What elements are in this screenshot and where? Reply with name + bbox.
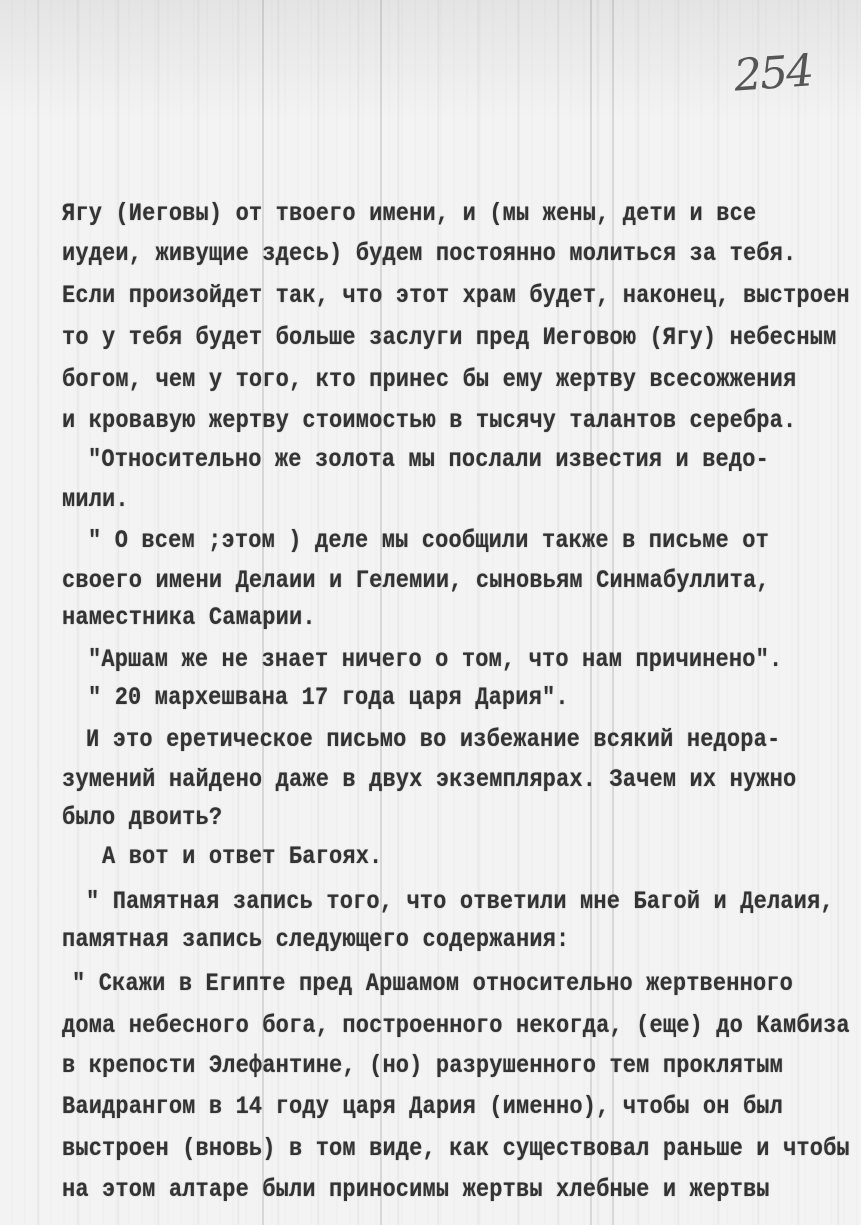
text-line: " Памятная запись того, что ответили мне Багой и Делаия, [86,888,834,916]
text-line: памятная запись следующего содержания: [62,926,570,954]
text-line: богом, чем у того, кто принес бы ему жертву всесожжения [62,366,797,394]
scan-streak [612,0,614,1225]
text-line: иудеи, живущие здесь) будем постоянно молиться за тебя. [62,240,797,268]
text-line: то у тебя будет больше заслуги пред Иеговою (Ягу) небесным [62,324,837,352]
text-line: " Скажи в Египте пред Аршамом относительно жертвенного [72,970,794,998]
text-line: " О всем ;этом ) деле мы сообщили также в письме от [88,527,769,555]
text-line: А вот и ответ Багоях. [102,843,383,871]
text-line: Если произойдет так, что этот храм будет, наконец, выстроен [62,282,850,310]
text-line: дома небесного бога, построенного некогда, (еще) до Камбиза [62,1012,850,1040]
text-line: на этом алтаре были приносимы жертвы хлебные и жертвы [62,1176,770,1204]
text-line: Ваидрангом в 14 году царя Дария (именно), чтобы он был [62,1093,784,1121]
text-line: своего имени Делаии и Гелемии, сыновьям Синмабуллита, [62,567,770,595]
text-line: в крепости Элефантине, (но) разрушенного тем проклятым [62,1052,784,1080]
text-line: Ягу (Иеговы) от твоего имени, и (мы жены, дети и все [62,200,757,228]
scan-streak [380,0,382,1225]
text-line: выстроен (вновь) в том виде, как существовал раньше и чтобы [62,1135,850,1163]
text-line: "Относительно же золота мы послали известия и ведо- [88,446,769,474]
text-line: "Аршам же не знает ничего о том, что нам причинено". [88,646,783,674]
text-line: " 20 мархешвана 17 года царя Дария". [88,684,569,712]
text-line: наместника Самарии. [62,604,316,632]
handwritten-page-number: 254 [732,45,814,102]
scan-streak [590,0,592,1225]
text-line: и кровавую жертву стоимостью в тысячу талантов серебра. [62,407,797,435]
text-line: мили. [62,486,129,514]
text-line: зумений найдено даже в двух экземплярах. Зачем их нужно [62,766,797,794]
text-line: было двоить? [62,804,223,832]
text-line: И это еретическое письмо во избежание всякий недора- [86,726,781,754]
